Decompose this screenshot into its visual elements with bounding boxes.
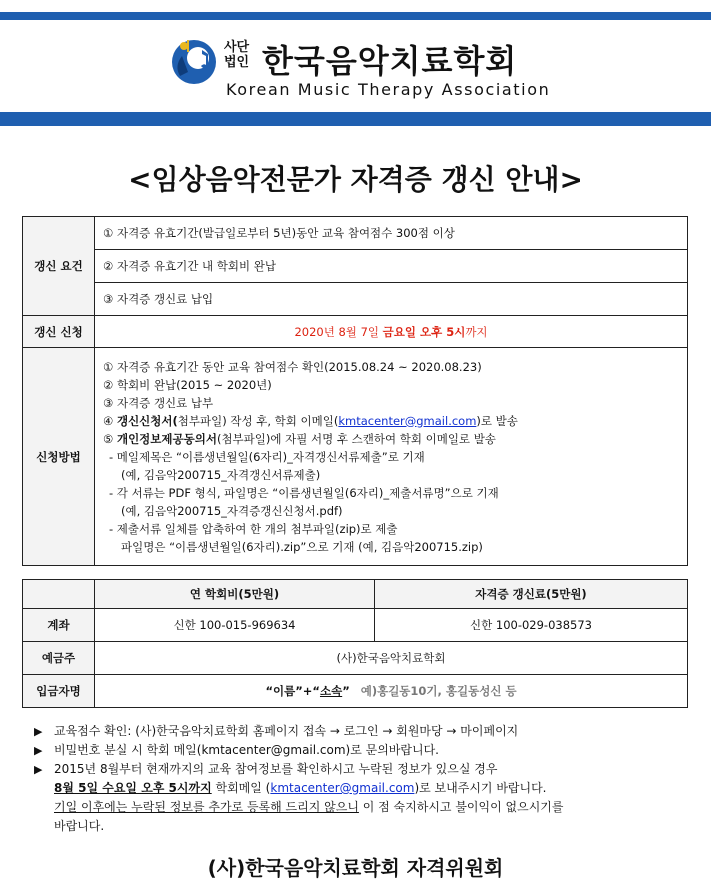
method-note-2: - 각 서류는 PDF 형식, 파일명은 “이름생년월일(6자리)_제출서류명”으로 기재 [109, 485, 499, 500]
method-step-4: ④ 갱신신청서(첨부파일) 작성 후, 학회 이메일(kmtacenter@gmail.com)로 발송 [103, 413, 518, 428]
email-link[interactable]: kmtacenter@gmail.com [338, 413, 477, 428]
committee-signature: (사)한국음악치료학회 자격위원회 [207, 856, 504, 880]
method-step-1: ① 자격증 유효기간 동안 교육 참여점수 확인(2015.08.24 ~ 2020.08.23) [103, 359, 482, 374]
depositor-example: 예)홍길동10기, 홍길동성신 등 [360, 684, 517, 698]
triangle-right-icon: ▶ [34, 725, 43, 738]
org-name-korean: 한국음악치료학회 [262, 42, 518, 80]
music-logo-icon [168, 36, 220, 86]
application-label: 갱신 신청 [23, 316, 95, 348]
org-name-english: Korean Music Therapy Association [226, 80, 551, 99]
method-note-3-detail: 파일명은 “이름생년월일(6자리).zip”으로 기재 (예, 김음악200715.zip) [121, 539, 483, 554]
method-step-3: ③ 자격증 갱신료 납부 [103, 395, 214, 410]
requirement-item-2: ② 자격증 유효기간 내 학회비 완납 [95, 250, 688, 283]
requirement-item-1: ① 자격증 유효기간(발급일로부터 5년)동안 교육 참여점수 300점 이상 [95, 217, 688, 250]
method-note-1: - 메일제목은 “이름생년월일(6자리)_자격갱신서류제출”로 기재 [109, 449, 425, 464]
payment-table [22, 579, 688, 708]
payment-col-renewal: 자격증 갱신료(5만원) [375, 580, 688, 609]
requirements-label: 갱신 요건 [23, 217, 95, 316]
header-bottom-bar [0, 112, 711, 126]
notes-section [34, 722, 684, 836]
method-content [95, 348, 688, 566]
payment-col-membership: 연 학회비(5만원) [95, 580, 375, 609]
holder-label: 예금주 [23, 642, 95, 675]
method-note-1-example: (예, 김음악200715_자격갱신서류제출) [121, 467, 321, 482]
email-link[interactable]: kmtacenter@gmail.com [270, 781, 415, 795]
requirement-item-3: ③ 자격증 갱신료 납입 [95, 283, 688, 316]
note-1: ▶ 교육점수 확인: (사)한국음악치료학회 홈페이지 접속 → 로그인 → 회원마당 → 마이페이지 [34, 722, 684, 741]
header-top-bar [0, 12, 711, 20]
depositor-value: “이름”+“소속” 예)홍길동10기, 홍길동성신 등 [95, 675, 688, 708]
renewal-info-table [22, 216, 688, 566]
payment-corner-cell [23, 580, 95, 609]
method-note-3: - 제출서류 일체를 압축하여 한 개의 첨부파일(zip)로 제출 [109, 521, 398, 536]
account-label: 계좌 [23, 609, 95, 642]
method-label: 신청방법 [23, 348, 95, 566]
method-step-2: ② 학회비 완납(2015 ~ 2020년) [103, 377, 272, 392]
depositor-label: 입금자명 [23, 675, 95, 708]
application-deadline: 2020년 8월 7일 금요일 오후 5시까지 [95, 316, 688, 348]
account-renewal: 신한 100-029-038573 [375, 609, 688, 642]
method-note-2-example: (예, 김음악200715_자격증갱신신청서.pdf) [121, 503, 343, 518]
holder-value: (사)한국음악치료학회 [95, 642, 688, 675]
account-membership: 신한 100-015-969634 [95, 609, 375, 642]
note-3: ▶ 2015년 8월부터 현재까지의 교육 참여정보를 확인하시고 누락된 정보가 있으실 경우 8월 5일 수요일 오후 5시까지 학회메일 (kmtacenter@gmail.com)로 보내주시기 바랍니다. 기일 이후에는 누락된 정보를 추가로 등록해 드리지 않으니 이 점 숙지하시고 불이익이 없으시기를 바랍니다. [34, 762, 564, 833]
method-step-5: ⑤ 개인정보제공동의서(첨부파일)에 자필 서명 후 스캔하여 학회 이메일로 발송 [103, 431, 496, 446]
note-2: ▶ 비밀번호 분실 시 학회 메일(kmtacenter@gmail.com)로 문의바랍니다. [34, 741, 684, 760]
page-title: <임상음악전문가 자격증 갱신 안내> [128, 163, 583, 196]
triangle-right-icon: ▶ [34, 763, 43, 776]
triangle-right-icon: ▶ [34, 744, 43, 757]
corp-type-label: 사단 법인 [224, 40, 250, 70]
